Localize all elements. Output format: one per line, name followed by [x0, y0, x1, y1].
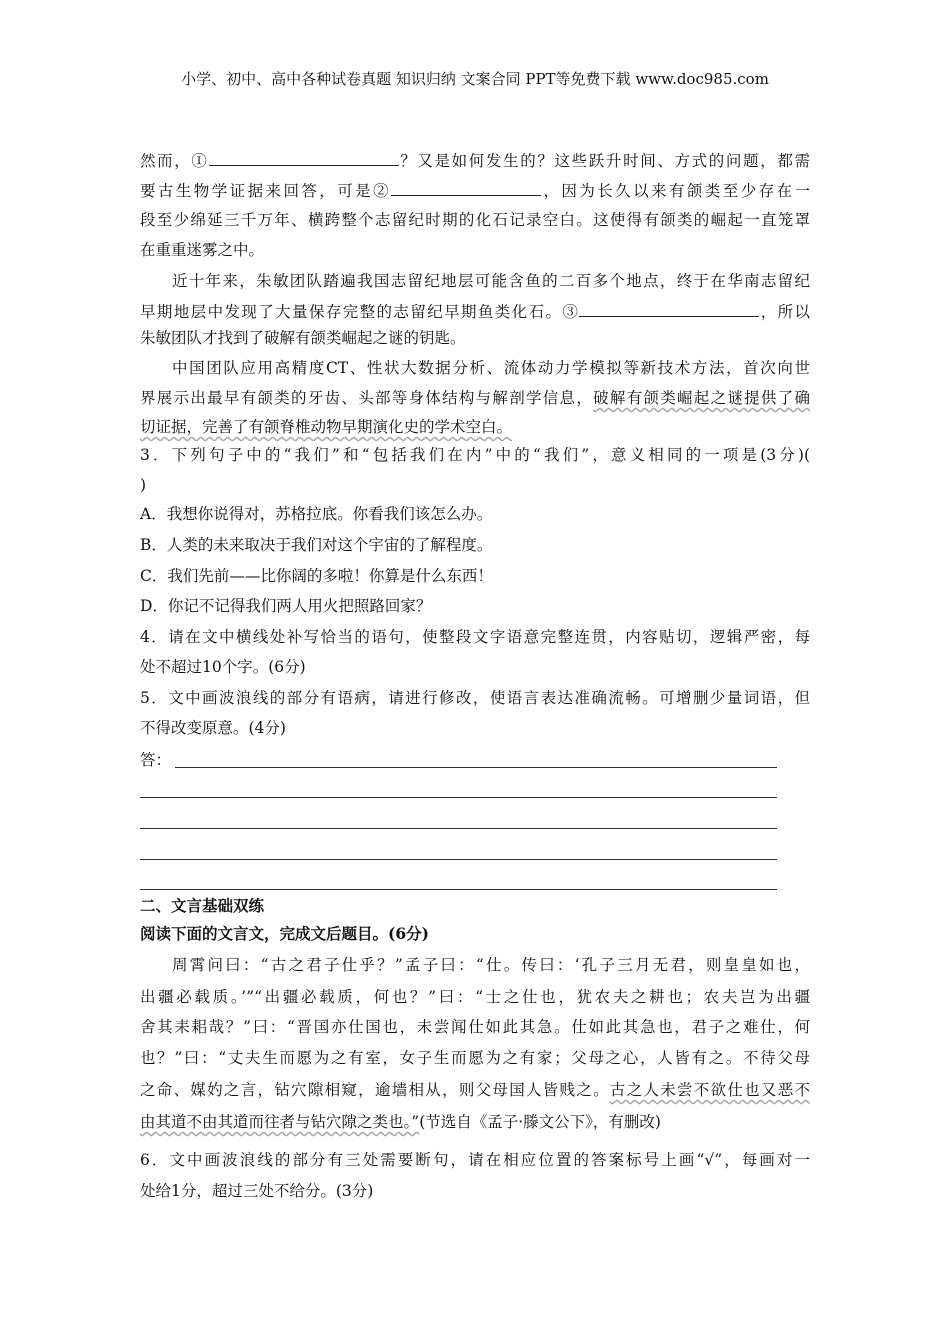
text: ，因为长久以来有颌类至少存在一 [541, 182, 810, 200]
passage-line: 中国团队应用高精度CT、性状大数据分析、流体动力学模拟等新技术方法，首次向世 [172, 359, 810, 377]
text: ？又是如何发生的？这些跃升时间、方式的问题，都需 [398, 152, 810, 170]
wavy-underlined-text: 古之人未尝不欲仕也又恶不 [609, 1081, 810, 1099]
passage-line: 朱敏团队才找到了破解有颌类崛起之谜的钥匙。 [140, 329, 466, 347]
question-5-cont: 不得改变原意。(4分) [140, 719, 286, 737]
page-header: 小学、初中、高中各种试卷真题 知识归纳 文案合同 PPT等免费下载 www.doc985.com [181, 70, 769, 88]
source-note: (节选自《孟子·滕文公下》，有删改) [419, 1113, 661, 1131]
text: 界展示出最早有颌类的牙齿、头部等身体结构与解剖学信息， [140, 389, 594, 407]
question-6: 6．文中画波浪线的部分有三处需要断句，请在相应位置的答案标号上画“√”，每画对一 [140, 1151, 810, 1169]
text: 之命、媒妁之言，钻穴隙相窥，逾墙相从，则父母国人皆贱之。 [140, 1081, 610, 1099]
answer-line[interactable] [140, 889, 777, 890]
wavy-underlined-text: 由其道不由其道而往者与钻穴隙之类也。” [140, 1113, 420, 1131]
wavy-underlined-text: 破解有颌类崛起之谜提供了确 [593, 389, 810, 407]
question-4: 4．请在文中横线处补写恰当的语句，使整段文字语意完整连贯，内容贴切，逻辑严密，每 [140, 628, 810, 646]
passage-line: 在重重迷雾之中。 [140, 241, 265, 259]
answer-line[interactable] [140, 828, 777, 829]
text: 早期地层中发现了大量保存完整的志留纪早期鱼类化石。③ [140, 303, 580, 321]
answer-line[interactable] [175, 767, 777, 768]
option-d: D．你记不记得我们两人用火把照路回家？ [140, 597, 432, 615]
classical-line: 周霄问曰：“古之君子仕乎？”孟子曰：“仕。传曰：‘孔子三月无君，则皇皇如也， [172, 956, 810, 974]
text: 要古生物学证据来回答，可是② [140, 182, 392, 200]
passage-line [140, 149, 810, 172]
blank-3[interactable] [579, 300, 759, 317]
question-3-stem-cont: ) [140, 476, 147, 494]
passage-line [140, 300, 810, 323]
question-5: 5．文中画波浪线的部分有语病，请进行修改，使语言表达准确流畅。可增删少量词语，但 [140, 689, 810, 707]
blank-2[interactable] [391, 179, 541, 196]
answer-label: 答： [140, 751, 172, 769]
answer-line[interactable] [140, 797, 777, 798]
section-intro: 阅读下面的文言文，完成文后题目。(6分) [140, 924, 429, 943]
classical-line: 出疆必载质。’”“出疆必载质，何也？”曰：“士之仕也，犹农夫之耕也；农夫岂为出疆 [140, 988, 810, 1006]
answer-line[interactable] [140, 859, 777, 860]
passage-line [140, 387, 810, 409]
blank-1[interactable] [209, 149, 399, 166]
question-4-cont: 处不超过10个字。(6分) [140, 658, 306, 676]
option-c: C．我们先前——比你阔的多啦！你算是什么东西！ [140, 567, 493, 585]
classical-line: 舍其耒耜哉？”曰：“晋国亦仕国也，未尝闻仕如此其急。仕如此其急也，君子之难仕，何 [140, 1018, 810, 1036]
classical-line [140, 1079, 810, 1101]
option-a: A．我想你说得对，苏格拉底。你看我们该怎么办。 [140, 505, 493, 523]
passage-line [140, 179, 810, 202]
text: ，所以 [759, 303, 810, 321]
passage-line: 近十年来，朱敏团队踏遍我国志留纪地层可能含鱼的二百多个地点，终于在华南志留纪 [172, 272, 810, 290]
passage-line [140, 416, 810, 438]
option-b: B．人类的未来取决于我们对这个宇宙的了解程度。 [140, 536, 493, 554]
passage-line: 段至少绵延三千万年、横跨整个志留纪时期的化石记录空白。这使得有颌类的崛起一直笼罩 [140, 211, 810, 229]
question-3-stem: 3．下列句子中的“我们”和“包括我们在内”中的“我们”，意义相同的一项是(3分)( [140, 446, 810, 464]
question-6-cont: 处给1分，超过三处不给分。(3分) [140, 1182, 374, 1200]
classical-line [140, 1111, 810, 1133]
section-title: 二、文言基础双练 [140, 896, 265, 915]
wavy-underlined-text: 切证据，完善了有颌脊椎动物早期演化史的学术空白。 [140, 418, 513, 436]
classical-line: 也？”曰：“丈夫生而愿为之有室，女子生而愿为之有家；父母之心，人皆有之。不待父母 [140, 1049, 810, 1067]
text: 然而，① [140, 152, 209, 170]
